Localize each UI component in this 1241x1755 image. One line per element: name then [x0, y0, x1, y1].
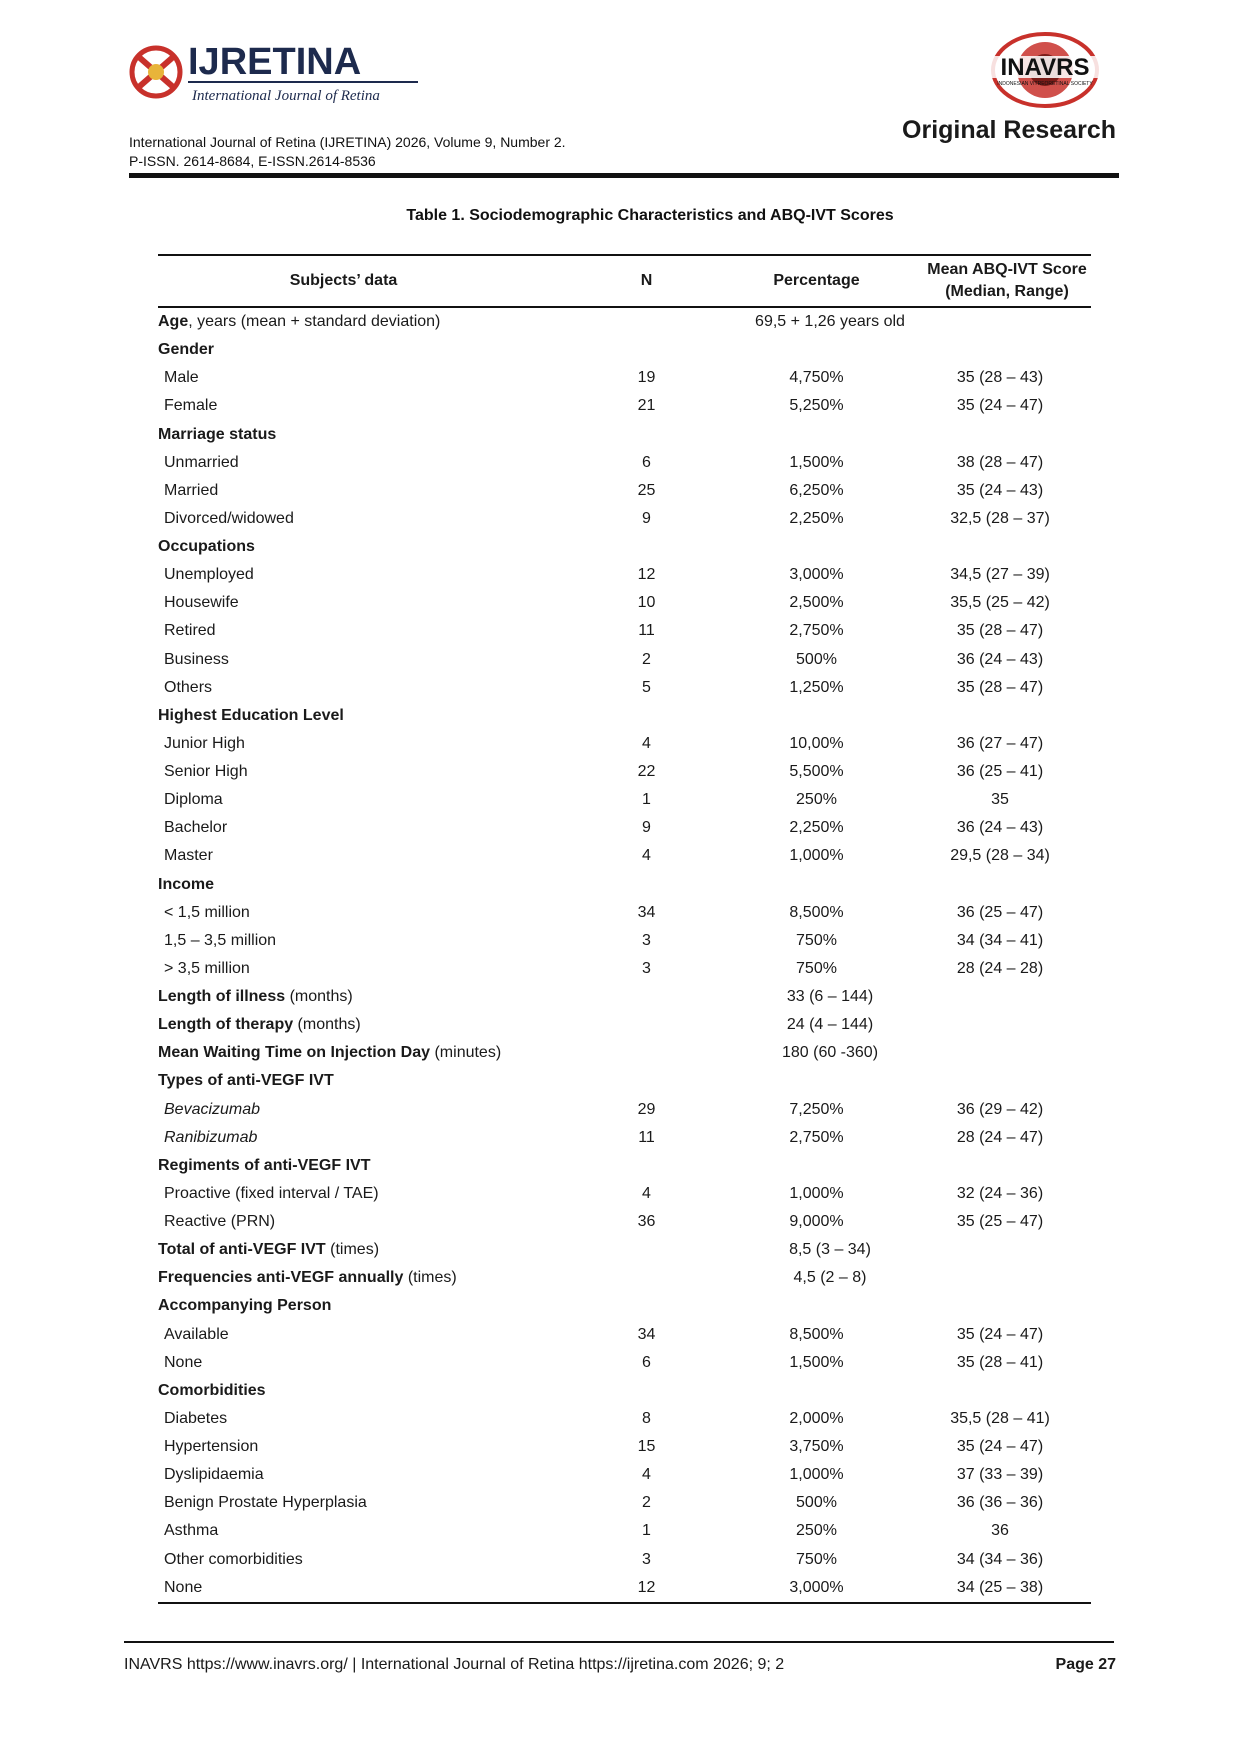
- percentage-cell: 500%: [796, 650, 837, 668]
- n-cell: 36: [637, 1213, 656, 1231]
- percentage-cell: 2,750%: [789, 1128, 844, 1146]
- header-subjects: Subjects’ data: [158, 255, 569, 307]
- section-row: [158, 1152, 1091, 1180]
- ijretina-logo-subtitle: International Journal of Retina: [192, 88, 380, 104]
- percentage-cell: 3,000%: [724, 1574, 909, 1603]
- score-cell: 35 (24 – 47): [956, 1438, 1044, 1456]
- table-container: [158, 254, 1091, 1604]
- score-cell: 35 (28 – 43): [956, 369, 1044, 387]
- row-label: Female: [164, 397, 218, 415]
- score-cell: 34 (25 – 38): [909, 1574, 1091, 1603]
- score-cell: [909, 1067, 1091, 1095]
- n-cell: 1: [642, 1522, 651, 1540]
- table-row: [158, 1574, 1091, 1603]
- n-cell: [569, 702, 724, 730]
- percentage-cell: 2,250%: [789, 509, 844, 527]
- row-label: 1,5 – 3,5 million: [164, 931, 277, 949]
- n-cell: 10: [637, 594, 656, 612]
- table-row: [158, 1321, 1091, 1349]
- summary-label-rest: (times): [403, 1269, 457, 1287]
- table-row: [158, 505, 1091, 533]
- n-cell: [569, 1292, 724, 1320]
- section-label: Regiments of anti-VEGF IVT: [158, 1156, 371, 1174]
- n-cell: 11: [638, 622, 655, 640]
- score-cell: [909, 533, 1091, 561]
- percentage-cell: 10,00%: [789, 734, 844, 752]
- summary-label: [158, 1011, 569, 1039]
- percentage-cell: 1,000%: [789, 1184, 844, 1202]
- summary-label-rest: (months): [293, 1016, 361, 1034]
- table-row: [158, 1124, 1091, 1152]
- percentage-cell: [724, 421, 909, 449]
- row-label: Senior High: [164, 763, 248, 781]
- n-cell: 4: [642, 1466, 651, 1484]
- summary-row: [158, 307, 1091, 336]
- table-row: [158, 1405, 1091, 1433]
- score-cell: 34,5 (27 – 39): [950, 566, 1050, 584]
- table-caption: Table 1. Sociodemographic Characteristics and ABQ-IVT Scores: [406, 207, 894, 224]
- row-label: Dyslipidaemia: [164, 1466, 264, 1484]
- ijretina-logo-text: IJRETINA: [188, 41, 362, 83]
- row-label: Other comorbidities: [164, 1550, 303, 1568]
- score-cell: [909, 1152, 1091, 1180]
- percentage-cell: [724, 336, 909, 364]
- row-label: Asthma: [164, 1522, 219, 1540]
- summary-label-rest: (times): [325, 1241, 380, 1259]
- n-cell: [569, 1377, 724, 1405]
- table-row: [158, 617, 1091, 645]
- table-row: [158, 589, 1091, 617]
- n-cell: 2: [642, 1494, 651, 1512]
- summary-label-bold: Age: [158, 313, 189, 331]
- percentage-cell: 750%: [796, 931, 837, 949]
- summary-value: 33 (6 – 144): [786, 988, 874, 1006]
- percentage-cell: 750%: [796, 1550, 837, 1568]
- section-row: [158, 533, 1091, 561]
- percentage-cell: 9,000%: [789, 1213, 844, 1231]
- score-cell: 38 (28 – 47): [956, 453, 1044, 471]
- table-row: [158, 814, 1091, 842]
- n-cell: 25: [637, 481, 656, 499]
- table-row: [158, 730, 1091, 758]
- table-row: [158, 646, 1091, 674]
- percentage-cell: 1,000%: [789, 1466, 844, 1484]
- percentage-cell: 750%: [796, 959, 837, 977]
- n-cell: 9: [642, 509, 651, 527]
- n-cell: [569, 871, 724, 899]
- percentage-cell: [724, 702, 909, 730]
- table-row: [158, 899, 1091, 927]
- table-row: [158, 1180, 1091, 1208]
- percentage-cell: 7,250%: [789, 1100, 844, 1118]
- table-row: [158, 364, 1091, 392]
- table-row: [158, 786, 1091, 814]
- n-cell: 5: [642, 678, 651, 696]
- section-label: Gender: [158, 341, 215, 359]
- row-label: Diabetes: [164, 1409, 228, 1427]
- summary-value: 69,5 + 1,26 years old: [755, 313, 905, 331]
- section-label: Accompanying Person: [158, 1297, 332, 1315]
- row-label: Unmarried: [164, 453, 239, 471]
- score-cell: [909, 421, 1091, 449]
- row-label: Retired: [164, 622, 216, 640]
- section-label: Income: [158, 875, 215, 893]
- inavrs-logo: [970, 30, 1120, 110]
- row-label: None: [158, 1574, 569, 1603]
- inavrs-logo-text: INAVRS: [1000, 54, 1090, 81]
- n-cell: 9: [642, 819, 651, 837]
- n-cell: 1: [642, 791, 651, 809]
- row-label: Bevacizumab: [164, 1100, 261, 1118]
- table-row: [158, 561, 1091, 589]
- score-cell: 35 (24 – 47): [956, 1325, 1044, 1343]
- table-row: [158, 1433, 1091, 1461]
- row-label: Bachelor: [164, 819, 228, 837]
- row-label: Divorced/widowed: [164, 509, 294, 527]
- section-label: Highest Education Level: [158, 706, 344, 724]
- percentage-cell: 2,750%: [789, 622, 844, 640]
- section-row: [158, 1067, 1091, 1095]
- table-row: [158, 674, 1091, 702]
- score-cell: 34 (34 – 41): [956, 931, 1044, 949]
- summary-label: [158, 1236, 569, 1264]
- section-row: [158, 702, 1091, 730]
- score-cell: 34 (34 – 36): [956, 1550, 1044, 1568]
- inavrs-logo-subtitle: INDONESIAN VITREORETINAL SOCIETY: [997, 81, 1093, 87]
- percentage-cell: 5,250%: [789, 397, 844, 415]
- sociodemographic-table: [158, 254, 1091, 1604]
- row-label: Unemployed: [164, 566, 254, 584]
- summary-label: [158, 1039, 569, 1067]
- table-row: [158, 1096, 1091, 1124]
- header-score-line1: Mean ABQ-IVT Score: [927, 261, 1087, 278]
- percentage-cell: 2,000%: [789, 1409, 844, 1427]
- percentage-cell: [724, 1067, 909, 1095]
- row-label: Housewife: [164, 594, 239, 612]
- page-number: Page 27: [1055, 1656, 1116, 1673]
- percentage-cell: 4,750%: [789, 369, 844, 387]
- header-score-line2: (Median, Range): [945, 283, 1069, 300]
- table-row: [158, 477, 1091, 505]
- n-cell: 22: [637, 763, 656, 781]
- header-n: N: [569, 255, 724, 307]
- n-cell: [569, 1067, 724, 1095]
- score-cell: 36 (24 – 43): [956, 819, 1044, 837]
- percentage-cell: 1,250%: [789, 678, 844, 696]
- n-cell: 4: [642, 734, 651, 752]
- n-cell: 3: [642, 931, 651, 949]
- percentage-cell: [724, 1292, 909, 1320]
- footer-divider: [124, 1641, 1114, 1643]
- row-label: Junior High: [164, 734, 245, 752]
- n-cell: 34: [637, 903, 656, 921]
- n-cell: 15: [637, 1438, 656, 1456]
- percentage-cell: 500%: [796, 1494, 837, 1512]
- summary-value: 24 (4 – 144): [786, 1016, 874, 1034]
- footer-text: INAVRS https://www.inavrs.org/ | International Journal of Retina https://ijretina.com 2026; 9; 2: [124, 1656, 785, 1673]
- table-row: [158, 758, 1091, 786]
- eye-logo-icon: [128, 40, 428, 108]
- score-cell: 36 (36 – 36): [956, 1494, 1044, 1512]
- table-row: [158, 955, 1091, 983]
- score-cell: [909, 702, 1091, 730]
- n-cell: 4: [642, 847, 651, 865]
- article-type: Original Research: [902, 116, 1116, 144]
- section-row: [158, 871, 1091, 899]
- summary-label-bold: Length of therapy: [158, 1016, 294, 1034]
- n-cell: 19: [637, 369, 656, 387]
- score-cell: 37 (33 – 39): [956, 1466, 1044, 1484]
- percentage-cell: 3,750%: [789, 1438, 844, 1456]
- table-row: [158, 1489, 1091, 1517]
- section-row: [158, 336, 1091, 364]
- journal-citation: International Journal of Retina (IJRETINA) 2026, Volume 9, Number 2.: [129, 134, 566, 150]
- summary-label: [158, 983, 569, 1011]
- ijretina-logo: [128, 40, 428, 108]
- n-cell: 12: [569, 1574, 724, 1603]
- summary-label-bold: Length of illness: [158, 988, 286, 1006]
- n-cell: 3: [642, 959, 651, 977]
- percentage-cell: [724, 1152, 909, 1180]
- score-cell: 36: [991, 1522, 1009, 1540]
- score-cell: 35,5 (25 – 42): [950, 594, 1050, 612]
- percentage-cell: [724, 533, 909, 561]
- score-cell: 36 (29 – 42): [956, 1100, 1044, 1118]
- row-label: Married: [164, 481, 219, 499]
- score-cell: 36 (24 – 43): [956, 650, 1044, 668]
- n-cell: 21: [637, 397, 656, 415]
- table-row: [158, 842, 1091, 870]
- row-label: Business: [164, 650, 229, 668]
- row-label: Reactive (PRN): [164, 1213, 276, 1231]
- n-cell: 12: [637, 566, 656, 584]
- header-divider: [129, 173, 1119, 178]
- row-label: Male: [164, 369, 199, 387]
- table-row: [158, 1208, 1091, 1236]
- summary-label: [158, 1264, 569, 1292]
- score-cell: [909, 871, 1091, 899]
- score-cell: 36 (25 – 41): [956, 763, 1044, 781]
- header-percentage: Percentage: [724, 255, 909, 307]
- section-label: Comorbidities: [158, 1381, 266, 1399]
- summary-value: 8,5 (3 – 34): [789, 1241, 871, 1259]
- row-label: None: [164, 1353, 203, 1371]
- row-label: Ranibizumab: [164, 1128, 258, 1146]
- score-cell: 32,5 (28 – 37): [950, 509, 1050, 527]
- score-cell: 35,5 (28 – 41): [950, 1409, 1050, 1427]
- percentage-cell: 3,000%: [789, 566, 844, 584]
- table-row: [158, 1546, 1091, 1574]
- journal-info: [129, 133, 566, 171]
- section-row: [158, 421, 1091, 449]
- table-header-row: [158, 255, 1091, 307]
- score-cell: 35 (24 – 43): [956, 481, 1044, 499]
- percentage-cell: 2,250%: [789, 819, 844, 837]
- summary-label-bold: Total of anti-VEGF IVT: [158, 1241, 326, 1259]
- n-cell: 8: [642, 1409, 651, 1427]
- score-cell: [909, 336, 1091, 364]
- n-cell: 34: [637, 1325, 656, 1343]
- percentage-cell: 8,500%: [789, 1325, 844, 1343]
- inavrs-eye-logo-icon: [970, 30, 1120, 110]
- row-label: Benign Prostate Hyperplasia: [164, 1494, 367, 1512]
- journal-issn: P-ISSN. 2614-8684, E-ISSN.2614-8536: [129, 153, 376, 169]
- score-cell: [909, 1377, 1091, 1405]
- summary-label-bold: Frequencies anti-VEGF annually: [158, 1269, 404, 1287]
- row-label: Hypertension: [164, 1438, 259, 1456]
- n-cell: 4: [642, 1184, 651, 1202]
- score-cell: 35: [991, 791, 1009, 809]
- n-cell: 3: [642, 1550, 651, 1568]
- score-cell: 35 (28 – 47): [956, 678, 1044, 696]
- section-label: Marriage status: [158, 425, 277, 443]
- section-row: [158, 1292, 1091, 1320]
- row-label: < 1,5 million: [164, 903, 250, 921]
- row-label: > 3,5 million: [164, 959, 250, 977]
- n-cell: [569, 336, 724, 364]
- percentage-cell: [724, 871, 909, 899]
- score-cell: 28 (24 – 47): [956, 1128, 1044, 1146]
- row-label: Master: [164, 847, 213, 865]
- n-cell: 6: [642, 453, 651, 471]
- summary-label-rest: (months): [285, 988, 353, 1006]
- table-row: [158, 1349, 1091, 1377]
- row-label: Others: [164, 678, 213, 696]
- score-cell: 35 (28 – 41): [956, 1353, 1044, 1371]
- summary-label-rest: , years (mean + standard deviation): [188, 313, 441, 331]
- table-row: [158, 1517, 1091, 1545]
- score-cell: 36 (25 – 47): [956, 903, 1044, 921]
- summary-label-rest: (minutes): [430, 1044, 502, 1062]
- percentage-cell: 6,250%: [789, 481, 844, 499]
- n-cell: [569, 1152, 724, 1180]
- header-score: [909, 255, 1091, 307]
- section-label: Occupations: [158, 538, 255, 556]
- section-label: Types of anti-VEGF IVT: [158, 1072, 334, 1090]
- table-row: [158, 449, 1091, 477]
- n-cell: 29: [637, 1100, 656, 1118]
- score-cell: 35 (28 – 47): [956, 622, 1044, 640]
- summary-row: [158, 1264, 1091, 1292]
- score-cell: 32 (24 – 36): [956, 1184, 1044, 1202]
- summary-row: [158, 1039, 1091, 1067]
- table-row: [158, 392, 1091, 420]
- n-cell: 11: [638, 1128, 655, 1146]
- table-body: [158, 307, 1091, 1603]
- summary-row: [158, 1011, 1091, 1039]
- n-cell: [569, 533, 724, 561]
- score-cell: 35 (25 – 47): [956, 1213, 1044, 1231]
- summary-row: [158, 983, 1091, 1011]
- row-label: Proactive (fixed interval / TAE): [164, 1184, 379, 1202]
- row-label: Available: [164, 1325, 229, 1343]
- percentage-cell: [724, 1377, 909, 1405]
- score-cell: 36 (27 – 47): [956, 734, 1044, 752]
- score-cell: 29,5 (28 – 34): [950, 847, 1050, 865]
- percentage-cell: 1,500%: [789, 1353, 844, 1371]
- percentage-cell: 2,500%: [789, 594, 844, 612]
- summary-label-bold: Mean Waiting Time on Injection Day: [158, 1044, 431, 1062]
- summary-label: [158, 307, 569, 336]
- table-row: [158, 927, 1091, 955]
- n-cell: [569, 421, 724, 449]
- score-cell: [909, 1292, 1091, 1320]
- score-cell: 28 (24 – 28): [956, 959, 1044, 977]
- score-cell: 35 (24 – 47): [956, 397, 1044, 415]
- percentage-cell: 250%: [796, 1522, 837, 1540]
- percentage-cell: 8,500%: [789, 903, 844, 921]
- percentage-cell: 250%: [796, 791, 837, 809]
- row-label: Diploma: [164, 791, 223, 809]
- n-cell: 2: [642, 650, 651, 668]
- percentage-cell: 1,500%: [789, 453, 844, 471]
- percentage-cell: 5,500%: [789, 763, 844, 781]
- percentage-cell: 1,000%: [789, 847, 844, 865]
- n-cell: 6: [642, 1353, 651, 1371]
- section-row: [158, 1377, 1091, 1405]
- summary-value: 4,5 (2 – 8): [793, 1269, 867, 1287]
- summary-row: [158, 1236, 1091, 1264]
- table-row: [158, 1461, 1091, 1489]
- summary-value: 180 (60 -360): [781, 1044, 879, 1062]
